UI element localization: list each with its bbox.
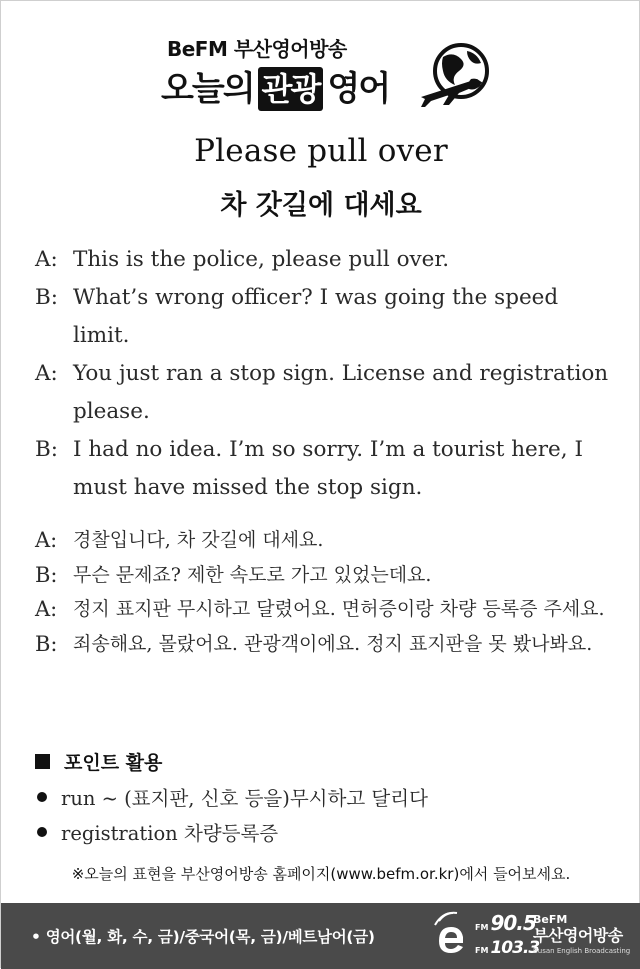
radio-wave-e-icon: [433, 911, 473, 957]
point-text: run ~ (표지판, 신호 등을)무시하고 달리다: [61, 786, 428, 810]
speaker-label: A:: [35, 528, 58, 552]
dialogue-text: What’s wrong officer? I was going the speed limit.: [73, 285, 559, 348]
dialogue-line-ko: [35, 627, 615, 662]
station-brand-english: Busan English Broadcasting: [533, 947, 631, 955]
dialogue-line-ko: [35, 592, 615, 627]
dialogue-line: [35, 355, 615, 431]
fm-label: FM: [475, 923, 489, 932]
dialogue-korean: [35, 523, 615, 661]
speaker-label: A:: [35, 597, 58, 621]
brand-main-part-1: 오늘의: [161, 69, 254, 109]
point-item: [35, 814, 615, 849]
dialogue-line: [35, 241, 615, 279]
points-heading: [35, 743, 615, 779]
dialogue-text-ko: 무슨 문제죠? 제한 속도로 가고 있었는데요.: [73, 563, 432, 586]
speaker-label: B:: [35, 437, 59, 462]
point-item: [35, 779, 615, 814]
dialogue-text: I had no idea. I’m so sorry. I’m a tourist here, I must have missed the stop sign.: [73, 437, 583, 500]
usage-points: [35, 743, 615, 849]
program-logo: [161, 29, 501, 119]
language-schedule: • 영어(월, 화, 수, 금)/중국어(목, 금)/베트남어(금): [31, 928, 375, 946]
square-bullet-icon: [35, 754, 50, 769]
bullet-dot-icon: [37, 827, 47, 837]
point-text: registration 차량등록증: [61, 821, 279, 845]
brand-main-boxed: 관광: [258, 67, 324, 111]
brand-top-text: BeFM 부산영어방송: [167, 37, 347, 61]
fm-label: FM: [475, 946, 489, 955]
station-brand: [533, 913, 630, 956]
dialogue-line-ko: [35, 523, 615, 558]
dialogue-line: [35, 431, 615, 507]
dialogue-text-ko: 죄송해요, 몰랐어요. 관광객이에요. 정지 표지판을 못 봤나봐요.: [73, 632, 593, 655]
dialogue-text-ko: 경찰입니다, 차 갓길에 대세요.: [73, 529, 324, 551]
brand-main-part-2: 영어: [327, 69, 390, 109]
station-logo: [425, 911, 635, 961]
dialogue-text: You just ran a stop sign. License and registration please.: [73, 361, 609, 424]
dialogue-line-ko: [35, 558, 615, 593]
points-title: 포인트 활용: [64, 751, 163, 774]
station-brand-korean: 부산영어방송: [533, 926, 623, 945]
dialogue-text-ko: 정지 표지판 무시하고 달렸어요. 면허증이랑 차량 등록증 주세요.: [73, 598, 605, 620]
speaker-label: A:: [35, 247, 58, 272]
footer-bar: [1, 903, 640, 969]
speaker-label: B:: [35, 631, 58, 656]
speaker-label: B:: [35, 285, 59, 310]
title-korean: 차 갓길에 대세요: [220, 190, 422, 221]
website-notice: ※오늘의 표현을 부산영어방송 홈페이지(www.befm.or.kr)에서 들어보세요.: [71, 865, 571, 883]
frequency-2: 103.3: [490, 938, 540, 958]
title-english: Please pull over: [194, 133, 448, 169]
frequency-1: 90.5: [490, 911, 536, 935]
speaker-label: B:: [35, 562, 58, 587]
dialogue-english: [35, 241, 615, 507]
globe-airplane-icon: [419, 35, 499, 115]
frequencies: [475, 913, 539, 961]
station-brand-small: BeFM: [533, 913, 568, 926]
bullet-dot-icon: [37, 792, 47, 802]
dialogue-line: [35, 279, 615, 355]
dialogue-text: This is the police, please pull over.: [73, 247, 450, 272]
brand-main: [161, 65, 389, 113]
speaker-label: A:: [35, 361, 58, 386]
